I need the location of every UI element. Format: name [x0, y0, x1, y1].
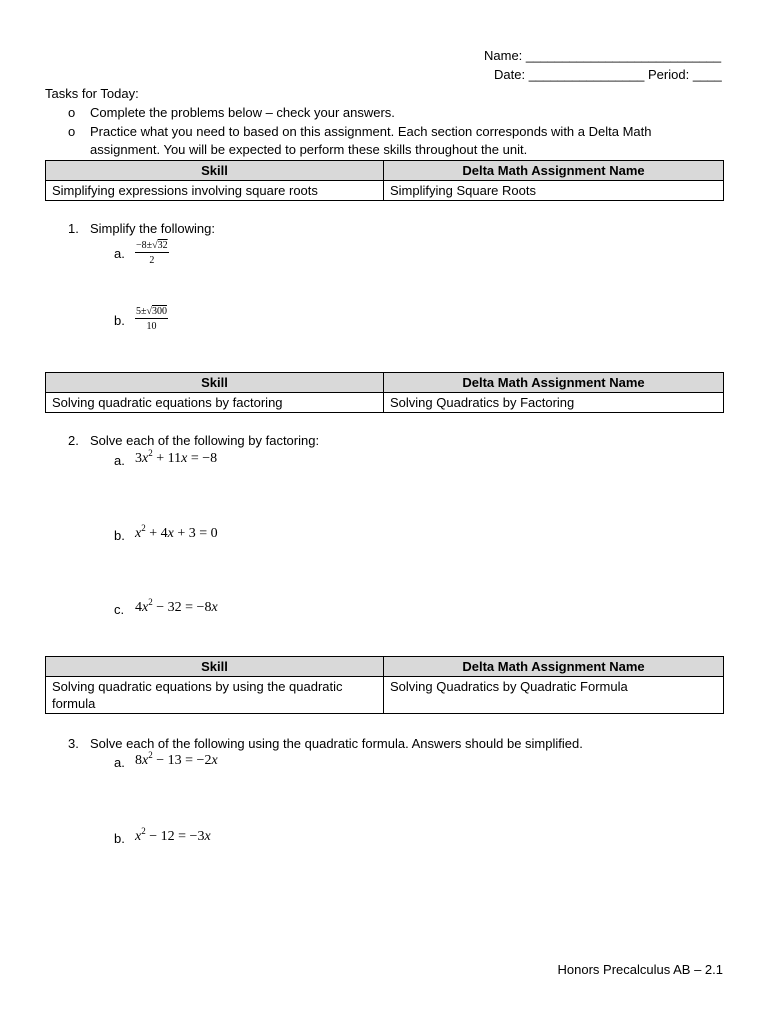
assignment-header: Delta Math Assignment Name [384, 657, 724, 677]
radicand-1a: 32 [157, 240, 168, 251]
part-1b-letter: b. [114, 313, 125, 328]
problem-2-prompt: Solve each of the following by factoring: [90, 433, 320, 448]
equation-2c: $4x^2 - 32 = -8x$ [135, 597, 218, 615]
part-2b-letter: b. [114, 528, 125, 543]
numerator-1a: −8±√ [136, 240, 158, 251]
fraction-1b [135, 306, 168, 332]
part-2c-letter: c. [114, 602, 125, 617]
numerator-1b: 5±√ [136, 306, 152, 317]
part-1a-letter: a. [114, 246, 125, 261]
equation-2a: $3x^2 + 11x = -8$ [135, 448, 218, 466]
fraction-1a [135, 240, 169, 266]
assignment-cell: Solving Quadratics by Quadratic Formula [384, 677, 724, 714]
bullet-marker: o [68, 124, 76, 139]
bullet-marker: o [68, 105, 76, 120]
skill-cell: Solving quadratic equations by factoring [46, 393, 384, 413]
skill-cell: Simplifying expressions involving square roots [46, 181, 384, 201]
page-footer: Honors Precalculus AB – 2.1 [557, 962, 723, 977]
assignment-header: Delta Math Assignment Name [384, 161, 724, 181]
part-3b-letter: b. [114, 831, 125, 846]
skill-header: Skill [46, 161, 384, 181]
skill-table-1 [45, 160, 724, 201]
task-bullet-1: Complete the problems below – check your answers. [90, 105, 395, 120]
skill-header: Skill [46, 373, 384, 393]
problem-2-number: 2. [68, 433, 79, 448]
assignment-cell: Solving Quadratics by Factoring [384, 393, 724, 413]
problem-1-prompt: Simplify the following: [90, 221, 215, 236]
skill-table-3 [45, 656, 724, 714]
name-label: Name: [484, 48, 523, 63]
equation-2b: $x^2 + 4x + 3 = 0$ [135, 523, 218, 541]
skill-cell: Solving quadratic equations by using the quadratic formula [46, 677, 384, 714]
equation-3b: $x^2 - 12 = -3x$ [135, 826, 211, 844]
tasks-heading: Tasks for Today: [45, 86, 139, 101]
problem-3-prompt: Solve each of the following using the quadratic formula. Answers should be simplified. [90, 736, 583, 751]
denominator-1b: 10 [146, 321, 157, 332]
name-blank: ___________________________ [525, 48, 722, 63]
problem-3-number: 3. [68, 736, 79, 751]
problem-1-number: 1. [68, 221, 79, 236]
skill-table-2 [45, 372, 724, 413]
assignment-header: Delta Math Assignment Name [384, 373, 724, 393]
equation-3a: $8x^2 - 13 = -2x$ [135, 750, 218, 768]
date-blank: ________________ [528, 67, 645, 82]
period-label: Period: [648, 67, 690, 82]
part-2a-letter: a. [114, 453, 125, 468]
date-label: Date: [494, 67, 526, 82]
part-3a-letter: a. [114, 755, 125, 770]
name-row [484, 48, 721, 63]
radicand-1b: 300 [151, 306, 167, 317]
task-bullet-2-cont: assignment. You will be expected to perform these skills throughout the unit. [90, 142, 528, 157]
date-period-row [494, 67, 722, 82]
skill-header: Skill [46, 657, 384, 677]
period-blank: ____ [692, 67, 722, 82]
task-bullet-2: Practice what you need to based on this assignment. Each section corresponds with a Delta Math [90, 124, 652, 139]
assignment-cell: Simplifying Square Roots [384, 181, 724, 201]
denominator-1a: 2 [149, 255, 155, 266]
